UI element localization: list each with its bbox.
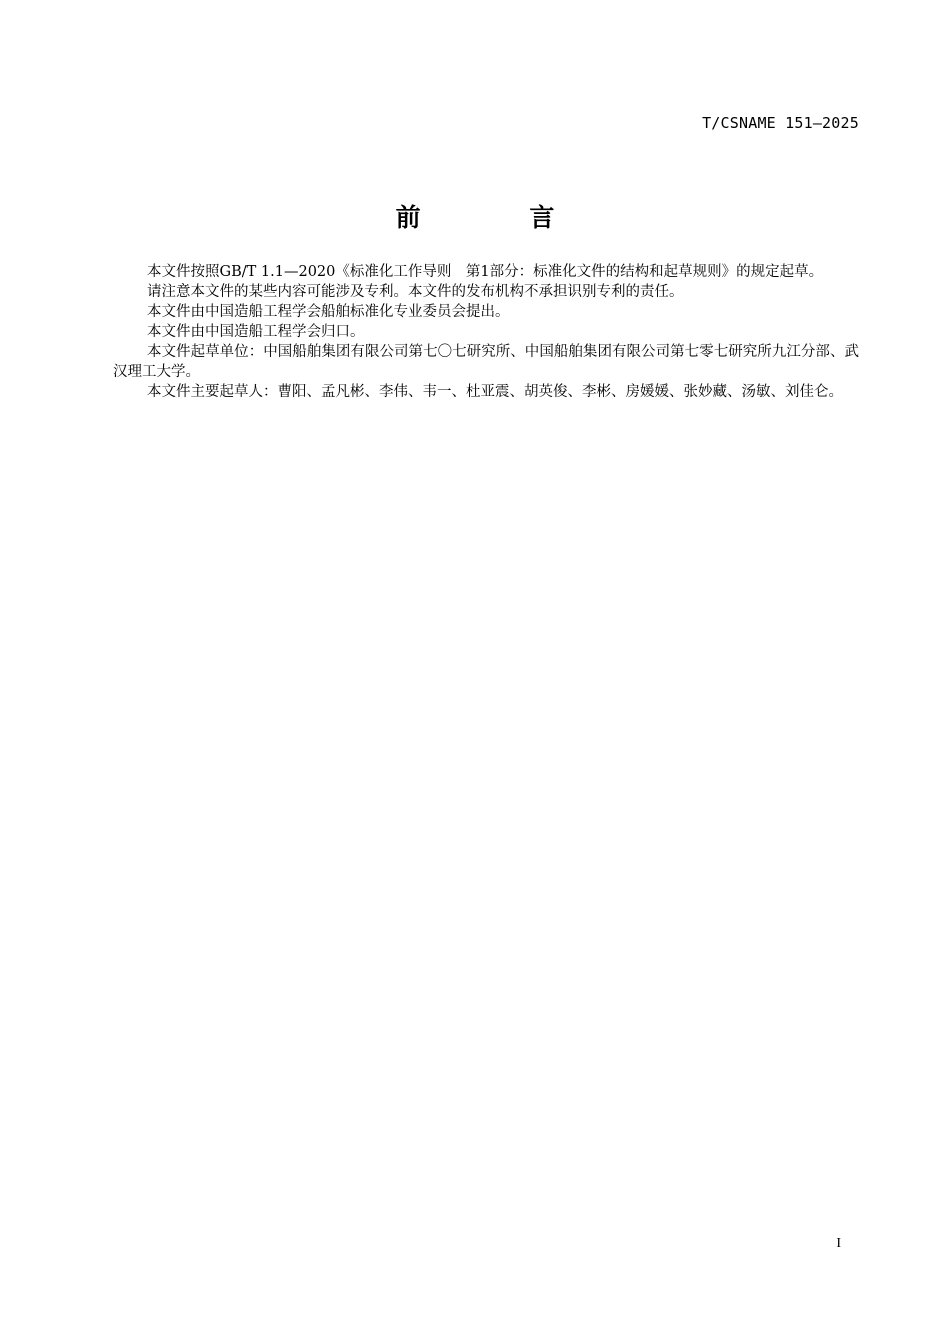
foreword-body [113, 262, 859, 402]
paragraph-centralized-unit: 本文件由中国造船工程学会归口。 [147, 324, 365, 340]
paragraph-drafting-units: 本文件起草单位：中国船舶集团有限公司第七〇七研究所、中国船舶集团有限公司第七零七研究所九江分部、武汉理工大学。 [113, 344, 859, 380]
page-title: 前 言 [395, 203, 605, 232]
page-number: I [836, 1236, 841, 1251]
document-code: T/CSNAME 151—2025 [702, 114, 859, 132]
paragraph-drafters: 本文件主要起草人：曹阳、孟凡彬、李伟、韦一、杜亚震、胡英俊、李彬、房媛媛、张妙藏、汤敏、刘佳仑。 [147, 384, 843, 400]
paragraph-proposer: 本文件由中国造船工程学会船舶标准化专业委员会提出。 [147, 304, 510, 320]
paragraph-drafting-rules: 本文件按照GB/T 1.1—2020《标准化工作导则 第1部分：标准化文件的结构和起草规则》的规定起草。 [147, 264, 824, 280]
paragraph-patent-notice: 请注意本文件的某些内容可能涉及专利。本文件的发布机构不承担识别专利的责任。 [147, 284, 684, 300]
